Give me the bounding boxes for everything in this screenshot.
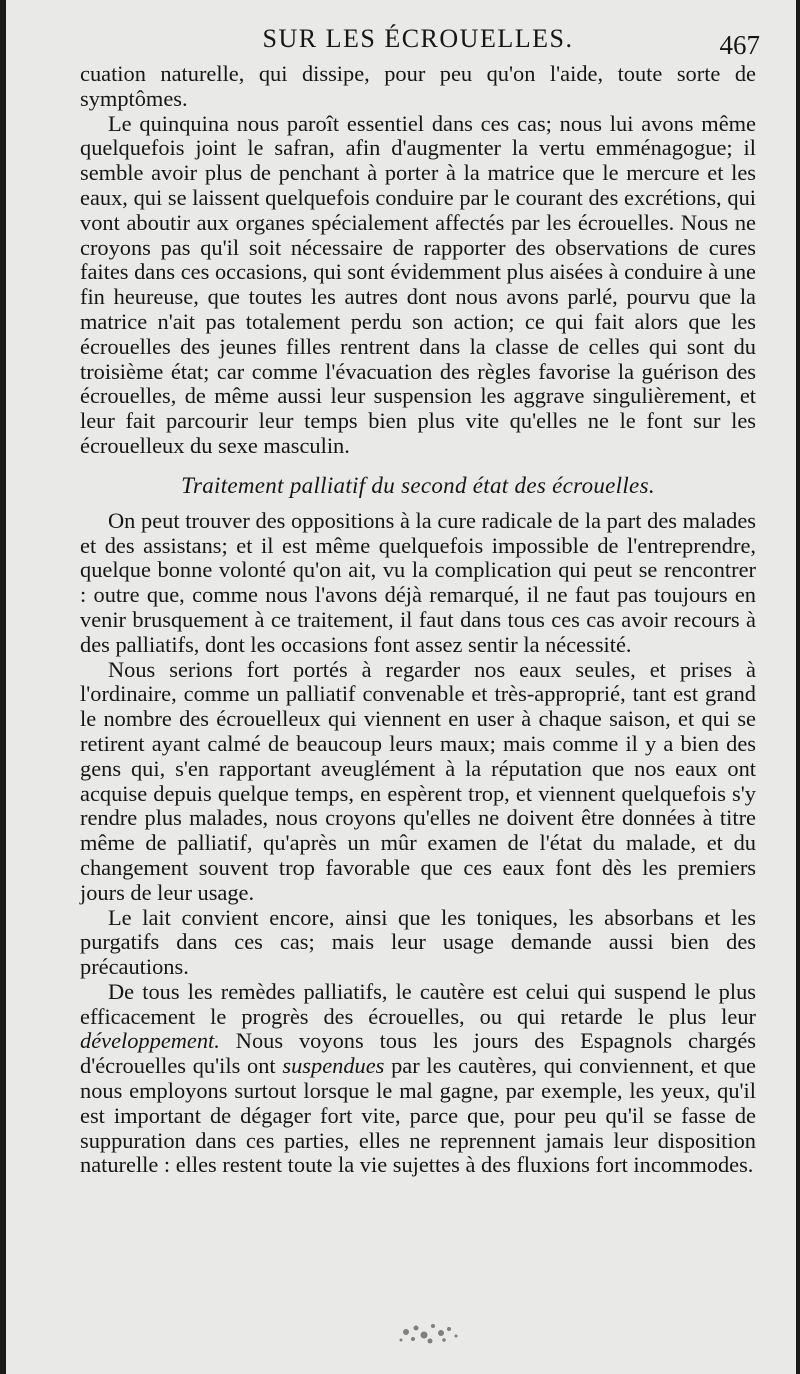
ink-smudge-ornament (386, 1310, 476, 1354)
paragraph-cautere-part-3: par les cautères, qui conviennent, et que nous employons surtout lorsque le mal gagne, par exemple, les yeux, qu'il est important de dégager fort vite, parce que, pour peu qu'il se fasse de suppuration dans ces parties, elles ne reprennent jamais leur disposition naturelle : elles restent toute la vie sujettes à des fluxions fort incommodes. (80, 1053, 756, 1178)
book-page (6, 0, 796, 1374)
paragraph-lait: Le lait convient encore, ainsi que les toniques, les absorbans et les purgatifs dans ces cas; mais leur usage demande aussi bien des précautions. (80, 904, 756, 980)
paragraph-eaux: Nous serions fort portés à regarder nos eaux seules, et prises à l'ordinaire, comme un palliatif convenable et très-approprié, tant est grand le nombre des écrouelleux qui viennent en user à chaque saison, et qui se retirent ayant calmé de beaucoup leurs maux; mais comme il y a bien des gens qui, s'en rapportant aveuglément à la réputation que nos eaux ont acquise depuis quelque temps, en espèrent trop, et viennent quelquefois s'y rendre plus malades, nous croyons qu'elles ne doivent être données à titre même de palliatif, qu'après un mûr examen de l'état du malade, et du changement souvent trop favorable que ces eaux font dès les premiers jours de leur usage. (80, 656, 756, 905)
paragraph-cautere-part-1: De tous les remèdes palliatifs, le cautère est celui qui suspend le plus efficacement le progrès des écrouelles, ou qui retarde le plus leur (80, 978, 756, 1029)
running-head (80, 22, 760, 62)
italic-suspendues: suspendues (282, 1053, 385, 1079)
page-number: 467 (719, 30, 760, 60)
paragraph-oppositions: On peut trouver des oppositions à la cure radicale de la part des malades et des assistans; et il est même quelquefois impossible de l'entreprendre, quelque bonne volonté qu'on ait, vu la complication qui peut se rencontrer : outre que, comme nous l'avons déjà remarqué, il ne faut pas toujours en venir brusquement à ce traitement, il faut dans tous ces cas avoir recours à des palliatifs, dont les occasions font assez sentir la nécessité. (80, 507, 756, 657)
paragraph-cautere-part-2: Nous voyons tous les jours des Espagnols chargés d'écrouelles qu'ils ont (80, 1028, 756, 1079)
page-body (80, 62, 756, 1178)
paragraph-quinquina: Le quinquina nous paroît essentiel dans ces cas; nous lui avons même quelquefois joint le safran, afin d'augmenter la vertu emménagogue; il semble avoir plus de penchant à porter à la matrice que le mercure et les eaux, qui se laissent quelquefois conduire par le courant des excrétions, qui vont aboutir aux organes spécialement affectés par les écrouelles. Nous ne croyons pas qu'il soit nécessaire de rapporter des observations de cures faites dans ces occasions, qui sont évidemment plus aisées à conduire à une fin heureuse, que toutes les autres dont nous avons parlé, pourvu que la matrice n'ait pas totalement perdu son action; ce qui fait alors que les écrouelles des jeunes filles rentrent dans la classe de celles qui sont du troisième état; car comme l'évacuation des règles favorise la guérison des écrouelles, de même aussi leur suspension les aggrave singulièrement, et leur fait parcourir leur temps bien plus vite qu'elles ne le font sur les écrouelleux du sexe masculin. (80, 110, 756, 458)
paragraph-cautere (80, 980, 756, 1178)
paragraph-continuation: cuation naturelle, qui dissipe, pour peu qu'on l'aide, toute sorte de symptômes. (80, 61, 756, 111)
running-title: SUR LES ÉCROUELLES. (262, 24, 574, 53)
italic-developpement: développement. (80, 1028, 220, 1054)
section-heading: Traitement palliatif du second état des écrouelles. (181, 472, 655, 498)
